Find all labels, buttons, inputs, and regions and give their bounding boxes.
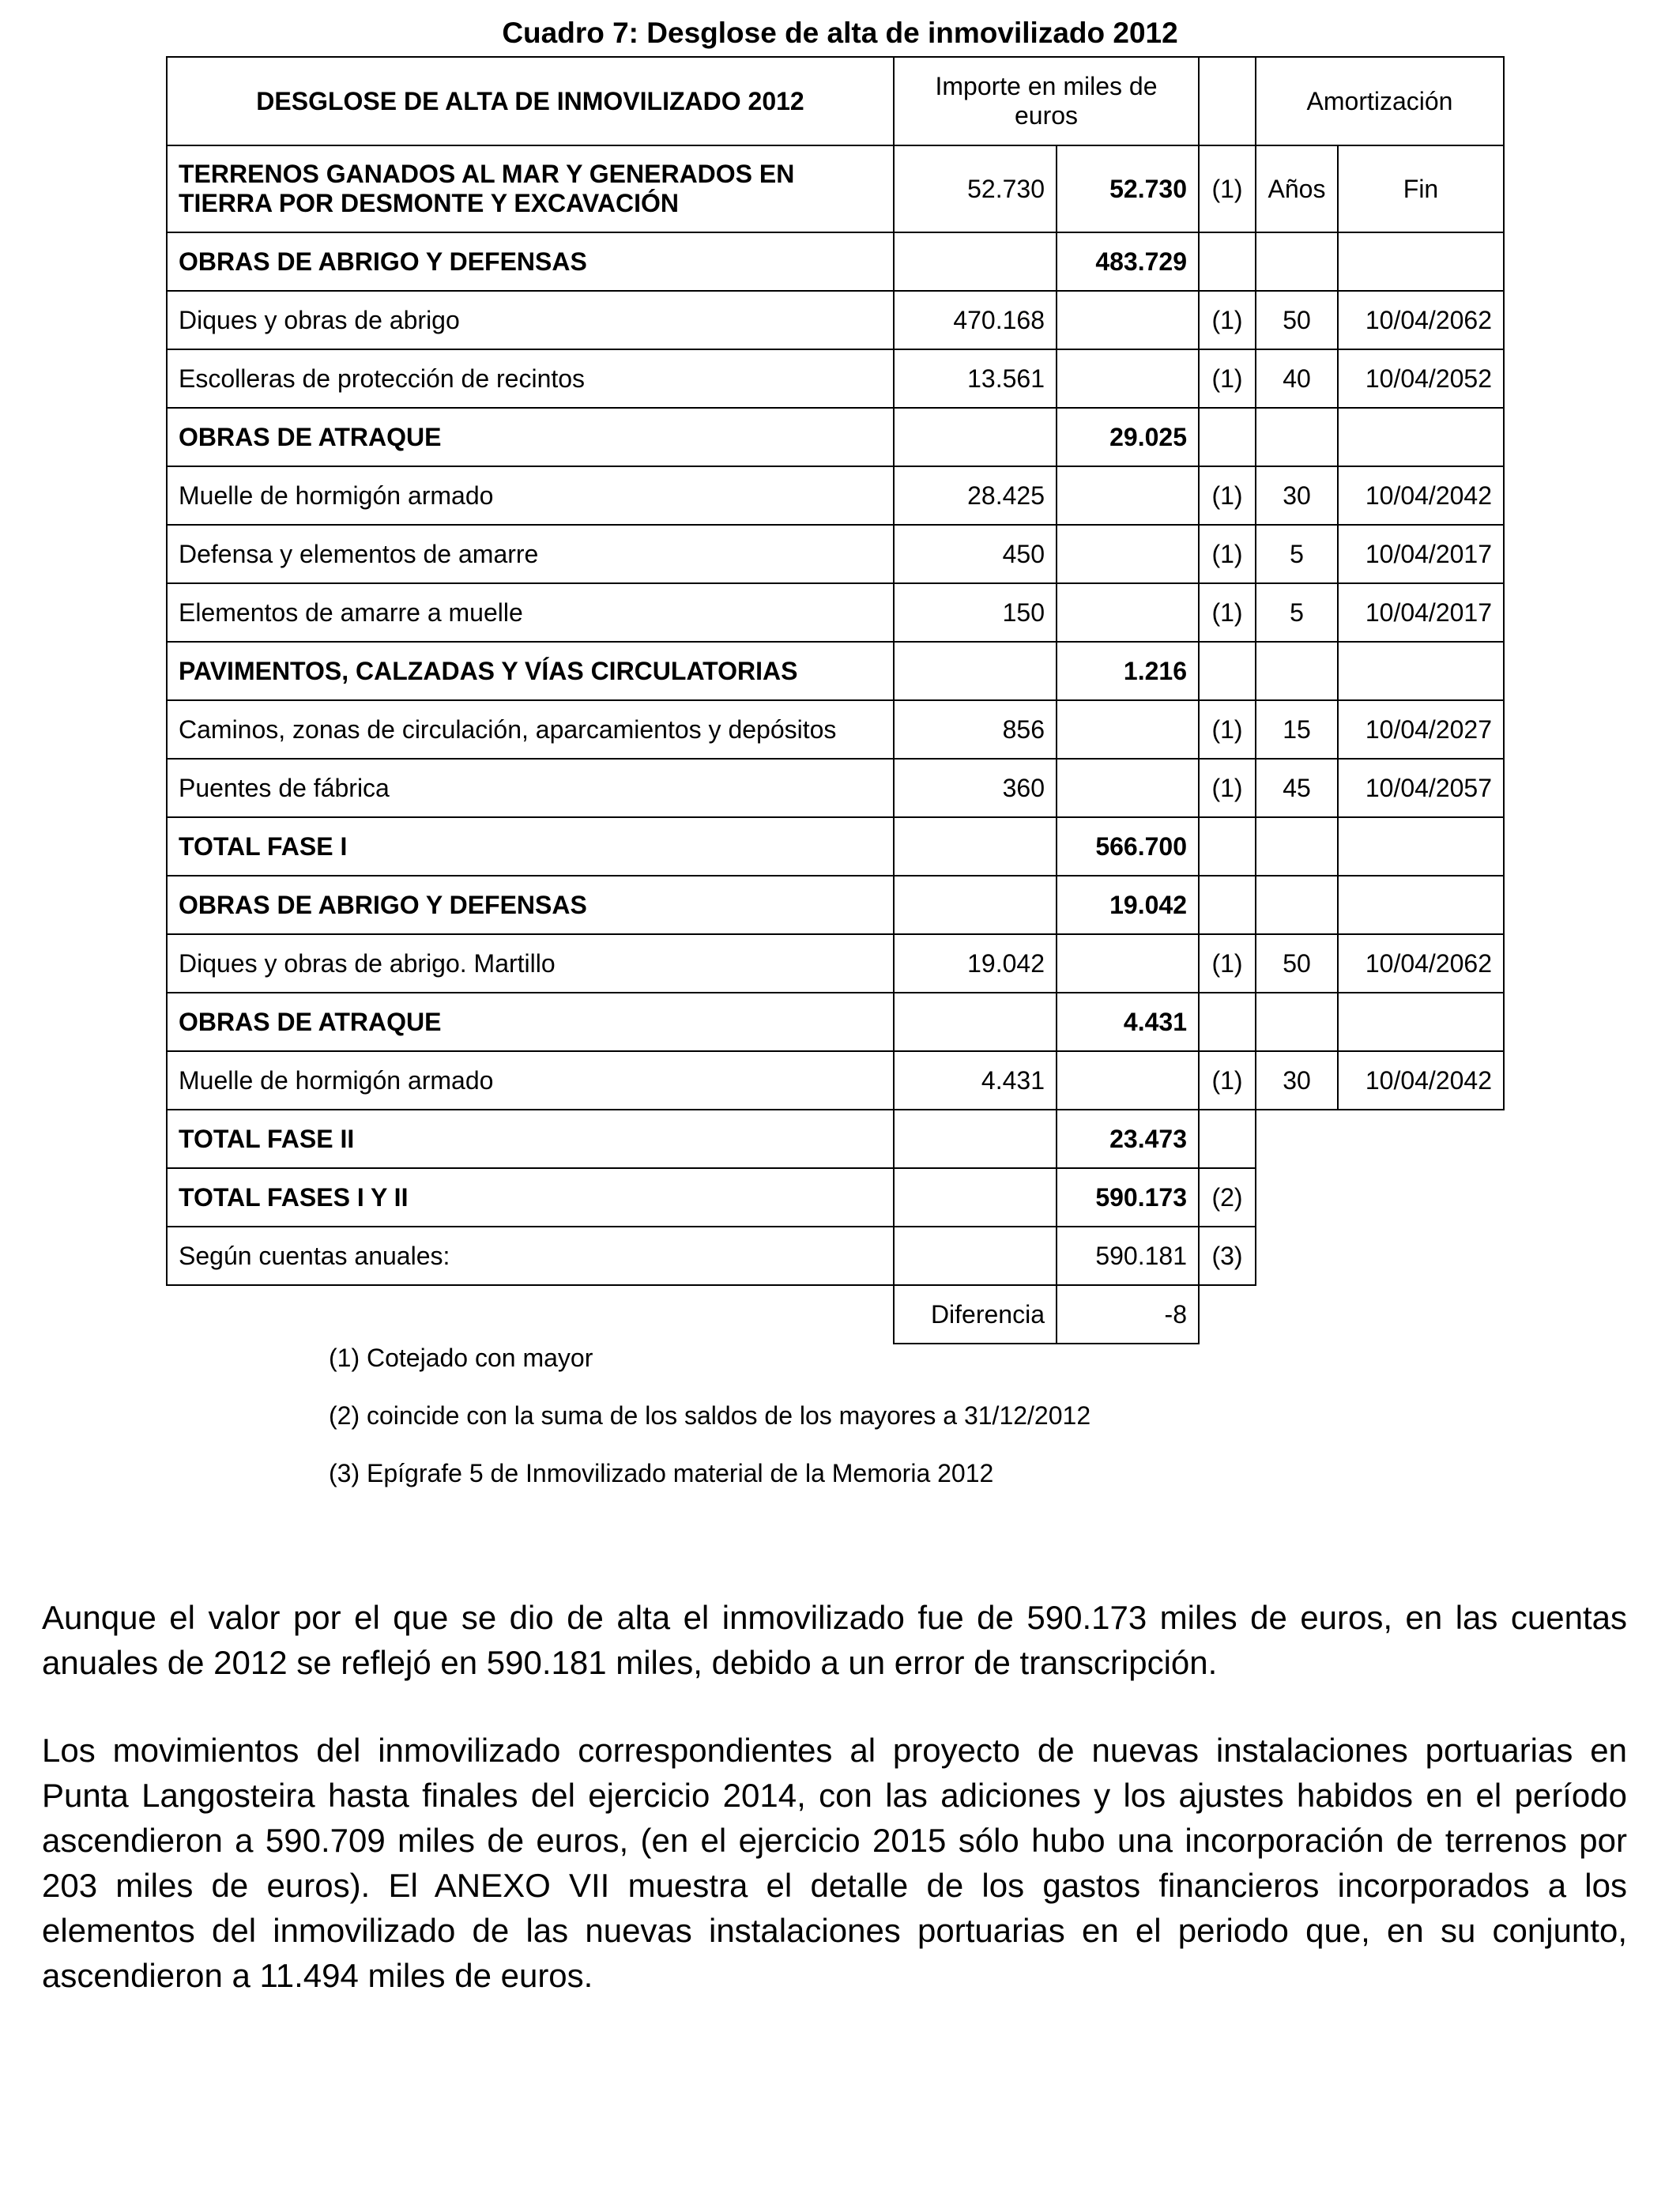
row-detail-amount: 19.042: [894, 934, 1057, 993]
row-subtotal-amount: [1057, 583, 1199, 642]
header-concept: DESGLOSE DE ALTA DE INMOVILIZADO 2012: [167, 57, 894, 145]
row-label: Muelle de hormigón armado: [167, 466, 894, 525]
row-end-date: [1338, 232, 1504, 291]
row-subtotal-amount: 590.173: [1057, 1168, 1199, 1227]
table-row: [167, 934, 1504, 993]
row-label: Caminos, zonas de circulación, aparcamientos y depósitos: [167, 700, 894, 759]
row-reference: [1199, 993, 1256, 1051]
row-reference: (1): [1199, 349, 1256, 408]
row-detail-amount: [894, 642, 1057, 700]
row-detail-amount: [894, 876, 1057, 934]
row-subtotal-amount: [1057, 759, 1199, 817]
row-end-date: 10/04/2057: [1338, 759, 1504, 817]
difference-label: Diferencia: [894, 1285, 1057, 1344]
row-years: [1256, 817, 1338, 876]
table-row: [167, 1110, 1504, 1168]
table-row: [167, 525, 1504, 583]
row-subtotal-amount: [1057, 700, 1199, 759]
row-subtotal-amount: 19.042: [1057, 876, 1199, 934]
table-row: [167, 642, 1504, 700]
row-label: Escolleras de protección de recintos: [167, 349, 894, 408]
row-subtotal-amount: [1057, 291, 1199, 349]
row-reference: (2): [1199, 1168, 1256, 1227]
row-empty: [1256, 1227, 1504, 1285]
row-years: [1256, 876, 1338, 934]
header-amount: Importe en miles de euros: [894, 57, 1199, 145]
row-years: 15: [1256, 700, 1338, 759]
difference-trailing: [1199, 1285, 1504, 1344]
row-end-date: 10/04/2062: [1338, 934, 1504, 993]
row-reference: (1): [1199, 145, 1256, 232]
table-row: [167, 291, 1504, 349]
row-subtotal-amount: [1057, 466, 1199, 525]
row-end-date: [1338, 408, 1504, 466]
header-amortization: Amortización: [1256, 57, 1504, 145]
table-row: [167, 759, 1504, 817]
row-reference: (1): [1199, 759, 1256, 817]
row-years: 30: [1256, 466, 1338, 525]
row-label: OBRAS DE ATRAQUE: [167, 408, 894, 466]
row-detail-amount: 28.425: [894, 466, 1057, 525]
row-label: TOTAL FASE I: [167, 817, 894, 876]
row-label: OBRAS DE ABRIGO Y DEFENSAS: [167, 876, 894, 934]
row-detail-amount: [894, 408, 1057, 466]
row-end-date: [1338, 876, 1504, 934]
row-reference: (1): [1199, 291, 1256, 349]
row-detail-amount: [894, 1168, 1057, 1227]
table-row: [167, 145, 1504, 232]
fixed-assets-table: [166, 56, 1505, 1344]
row-end-date: 10/04/2062: [1338, 291, 1504, 349]
row-label: Muelle de hormigón armado: [167, 1051, 894, 1110]
row-detail-amount: 450: [894, 525, 1057, 583]
table-notes: [329, 1344, 1090, 1517]
row-reference: [1199, 642, 1256, 700]
table-row: [167, 1168, 1504, 1227]
row-reference: (1): [1199, 700, 1256, 759]
row-end-date: 10/04/2017: [1338, 525, 1504, 583]
row-end-date: [1338, 817, 1504, 876]
row-detail-amount: 4.431: [894, 1051, 1057, 1110]
row-years: 5: [1256, 583, 1338, 642]
row-end-date: [1338, 642, 1504, 700]
row-end-date: 10/04/2052: [1338, 349, 1504, 408]
row-years: [1256, 408, 1338, 466]
row-label: Puentes de fábrica: [167, 759, 894, 817]
note-2: (2) coincide con la suma de los saldos de los mayores a 31/12/2012: [329, 1401, 1091, 1430]
table-row: [167, 700, 1504, 759]
row-subtotal-amount: 23.473: [1057, 1110, 1199, 1168]
row-subtotal-amount: 29.025: [1057, 408, 1199, 466]
row-end-date: Fin: [1338, 145, 1504, 232]
row-subtotal-amount: [1057, 934, 1199, 993]
row-label: OBRAS DE ATRAQUE: [167, 993, 894, 1051]
row-detail-amount: [894, 817, 1057, 876]
row-label: Diques y obras de abrigo. Martillo: [167, 934, 894, 993]
row-reference: (1): [1199, 1051, 1256, 1110]
row-label: TOTAL FASE II: [167, 1110, 894, 1168]
row-detail-amount: 856: [894, 700, 1057, 759]
table-caption: Cuadro 7: Desglose de alta de inmovilizado 2012: [502, 17, 1178, 49]
table-row: [167, 993, 1504, 1051]
note-1: (1) Cotejado con mayor: [329, 1344, 593, 1372]
row-label: Elementos de amarre a muelle: [167, 583, 894, 642]
row-reference: (1): [1199, 583, 1256, 642]
table-header-row: [167, 57, 1504, 145]
row-years: [1256, 993, 1338, 1051]
row-label: Defensa y elementos de amarre: [167, 525, 894, 583]
row-detail-amount: 150: [894, 583, 1057, 642]
table-row: [167, 466, 1504, 525]
row-subtotal-amount: 590.181: [1057, 1227, 1199, 1285]
row-years: 50: [1256, 934, 1338, 993]
table-row: [167, 408, 1504, 466]
row-reference: [1199, 232, 1256, 291]
table-row: [167, 583, 1504, 642]
row-reference: (3): [1199, 1227, 1256, 1285]
row-years: 50: [1256, 291, 1338, 349]
row-reference: [1199, 876, 1256, 934]
paragraph-1: Aunque el valor por el que se dio de alta el inmovilizado fue de 590.173 miles de euros, en las cuentas anuales de 2012 se reflejó en 590.181 miles, debido a un error de transcripción.: [42, 1599, 1627, 1681]
row-detail-amount: 52.730: [894, 145, 1057, 232]
row-empty: [1256, 1168, 1504, 1227]
row-reference: (1): [1199, 466, 1256, 525]
table-row: [167, 817, 1504, 876]
table-row: [167, 1227, 1504, 1285]
header-ref-cell: [1199, 57, 1256, 145]
row-detail-amount: [894, 1227, 1057, 1285]
row-detail-amount: 360: [894, 759, 1057, 817]
row-detail-amount: [894, 1110, 1057, 1168]
note-3: (3) Epígrafe 5 de Inmovilizado material de la Memoria 2012: [329, 1459, 994, 1487]
row-years: 5: [1256, 525, 1338, 583]
row-years: Años: [1256, 145, 1338, 232]
row-subtotal-amount: 566.700: [1057, 817, 1199, 876]
row-end-date: [1338, 993, 1504, 1051]
row-end-date: 10/04/2042: [1338, 1051, 1504, 1110]
row-years: 40: [1256, 349, 1338, 408]
row-label: Según cuentas anuales:: [167, 1227, 894, 1285]
difference-row: [167, 1285, 1504, 1344]
row-years: [1256, 232, 1338, 291]
row-subtotal-amount: 1.216: [1057, 642, 1199, 700]
table-row: [167, 876, 1504, 934]
row-reference: (1): [1199, 934, 1256, 993]
row-detail-amount: 470.168: [894, 291, 1057, 349]
row-reference: [1199, 408, 1256, 466]
row-label: TERRENOS GANADOS AL MAR Y GENERADOS EN TIERRA POR DESMONTE Y EXCAVACIÓN: [167, 145, 894, 232]
row-years: 30: [1256, 1051, 1338, 1110]
row-label: Diques y obras de abrigo: [167, 291, 894, 349]
row-years: [1256, 642, 1338, 700]
table-row: [167, 349, 1504, 408]
paragraph-2: Los movimientos del inmovilizado correspondientes al proyecto de nuevas instalaciones portuarias en Punta Langosteira hasta finales del ejercicio 2014, con las adiciones y los ajustes habidos en el período ascendieron a 590.709 miles de euros, (en el ejercicio 2015 sólo hubo una incorporación de terrenos por 203 miles de euros). El ANEXO VII muestra el detalle de los gastos financieros incorporados a los elementos del inmovilizado de las nuevas instalaciones portuarias en el periodo que, en su conjunto, ascendieron a 11.494 miles de euros.: [42, 1732, 1627, 1994]
difference-value: -8: [1057, 1285, 1199, 1344]
row-subtotal-amount: [1057, 349, 1199, 408]
row-reference: [1199, 817, 1256, 876]
row-subtotal-amount: 483.729: [1057, 232, 1199, 291]
row-end-date: 10/04/2027: [1338, 700, 1504, 759]
table-row: [167, 232, 1504, 291]
row-end-date: 10/04/2042: [1338, 466, 1504, 525]
row-end-date: 10/04/2017: [1338, 583, 1504, 642]
row-years: 45: [1256, 759, 1338, 817]
row-reference: [1199, 1110, 1256, 1168]
difference-spacer: [167, 1285, 894, 1344]
row-label: PAVIMENTOS, CALZADAS Y VÍAS CIRCULATORIAS: [167, 642, 894, 700]
row-label: OBRAS DE ABRIGO Y DEFENSAS: [167, 232, 894, 291]
row-reference: (1): [1199, 525, 1256, 583]
table-row: [167, 1051, 1504, 1110]
row-detail-amount: 13.561: [894, 349, 1057, 408]
row-label: TOTAL FASES I Y II: [167, 1168, 894, 1227]
row-subtotal-amount: 52.730: [1057, 145, 1199, 232]
row-subtotal-amount: [1057, 525, 1199, 583]
row-subtotal-amount: [1057, 1051, 1199, 1110]
row-subtotal-amount: 4.431: [1057, 993, 1199, 1051]
row-empty: [1256, 1110, 1504, 1168]
row-detail-amount: [894, 232, 1057, 291]
row-detail-amount: [894, 993, 1057, 1051]
